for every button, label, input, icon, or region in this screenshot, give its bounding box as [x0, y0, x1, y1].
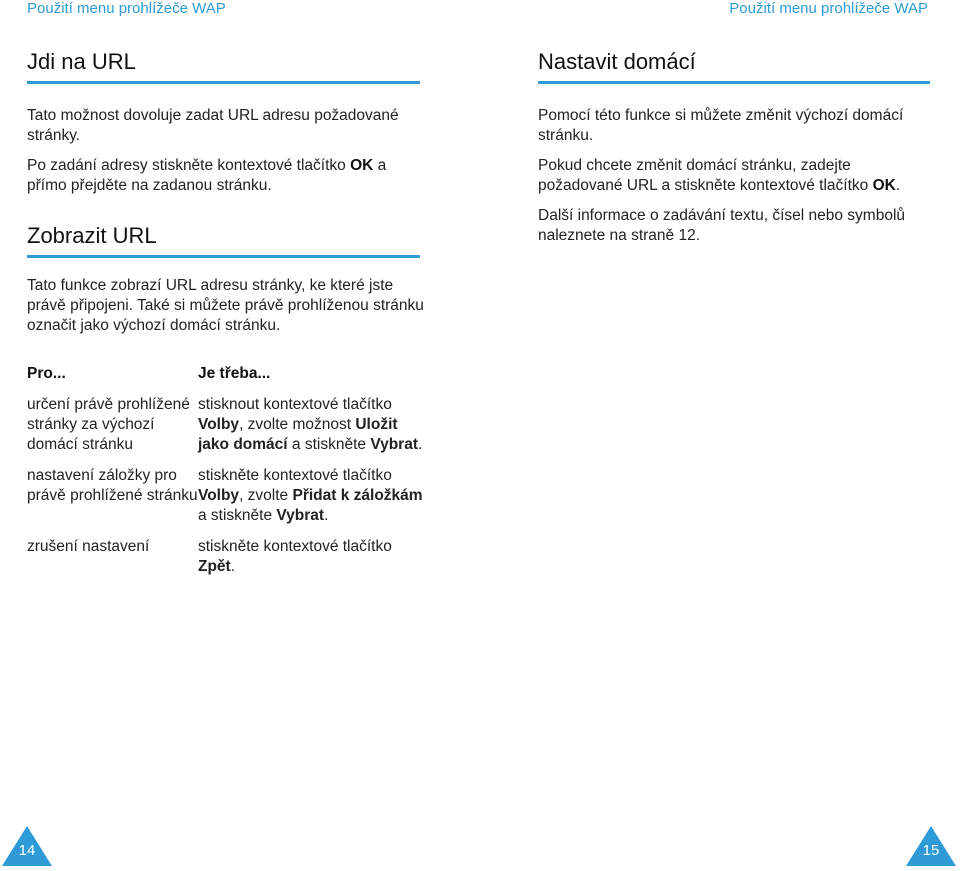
page-number-text: 15: [922, 842, 940, 859]
text-span: stisknout kontextové tlačítko: [198, 396, 392, 413]
table-cell-purpose: určení právě prohlížené stránky za výchozí domácí stránku: [27, 396, 190, 453]
ok-key-label: OK: [350, 157, 374, 174]
table-header-for: Pro...: [27, 365, 66, 382]
paragraph: [27, 156, 420, 196]
text-span: .: [895, 177, 901, 194]
text-span: a stiskněte: [287, 436, 371, 453]
section-show-url: [27, 223, 420, 258]
table-header-need: Je třeba...: [198, 365, 271, 382]
option-label: Uložit jako domácí: [198, 416, 398, 453]
key-label: Vybrat: [370, 436, 418, 453]
section-set-home: [538, 49, 930, 246]
section-show-url-body: [27, 276, 427, 336]
section-title-go-to-url: Jdi na URL: [27, 49, 420, 84]
table-row: [27, 537, 427, 577]
table-cell-action: [198, 395, 427, 455]
section-title-set-home: Nastavit domácí: [538, 49, 930, 84]
table-row: [27, 466, 427, 526]
text-span: Po zadání adresy stiskněte kontextové tlačítko: [27, 157, 351, 174]
key-label: Volby: [198, 416, 240, 433]
key-label: Volby: [198, 487, 240, 504]
key-label: Vybrat: [276, 507, 325, 524]
text-span: .: [230, 558, 236, 575]
text-span: , zvolte možnost: [239, 416, 356, 433]
table-header-row: [27, 364, 427, 384]
text-span: a stiskněte: [198, 507, 277, 524]
page-number-left: [2, 826, 52, 866]
page-number-right: [906, 826, 956, 866]
option-label: Přidat k záložkám: [292, 487, 423, 504]
text-span: stiskněte kontextové tlačítko: [198, 467, 392, 484]
table-cell-purpose: nastavení záložky pro právě prohlížené stránku: [27, 467, 198, 504]
table-cell-action: [198, 537, 427, 577]
paragraph: Další informace o zadávání textu, čísel nebo symbolů naleznete na straně 12.: [538, 207, 906, 244]
text-span: a přímo přejděte na zadanou stránku.: [27, 157, 387, 194]
paragraph: [538, 156, 930, 196]
ok-key-label: OK: [872, 177, 896, 194]
table-cell-purpose: zrušení nastavení: [27, 538, 150, 555]
page-number-text: 14: [18, 842, 36, 859]
instruction-table: [27, 364, 427, 577]
table-cell-action: [198, 466, 427, 526]
text-span: .: [417, 436, 423, 453]
section-go-to-url: [27, 49, 420, 196]
paragraph: Tato možnost dovoluje zadat URL adresu požadované stránky.: [27, 107, 399, 144]
running-header-left: Použití menu prohlížeče WAP: [27, 0, 226, 17]
paragraph: Tato funkce zobrazí URL adresu stránky, ke které jste právě připojeni. Také si můžete právě prohlíženou stránku označit jako výchozí domácí stránku.: [27, 277, 424, 334]
running-header-right: Použití menu prohlížeče WAP: [729, 0, 928, 17]
text-span: stiskněte kontextové tlačítko: [198, 538, 392, 555]
table-row: [27, 395, 427, 455]
text-span: , zvolte: [239, 487, 293, 504]
section-title-show-url: Zobrazit URL: [27, 223, 420, 258]
text-span: .: [324, 507, 329, 524]
key-label: Zpět: [198, 558, 231, 575]
paragraph: Pomocí této funkce si můžete změnit výchozí domácí stránku.: [538, 107, 904, 144]
text-span: Pokud chcete změnit domácí stránku, zadejte požadované URL a stiskněte kontextové tlačítko: [538, 157, 873, 194]
